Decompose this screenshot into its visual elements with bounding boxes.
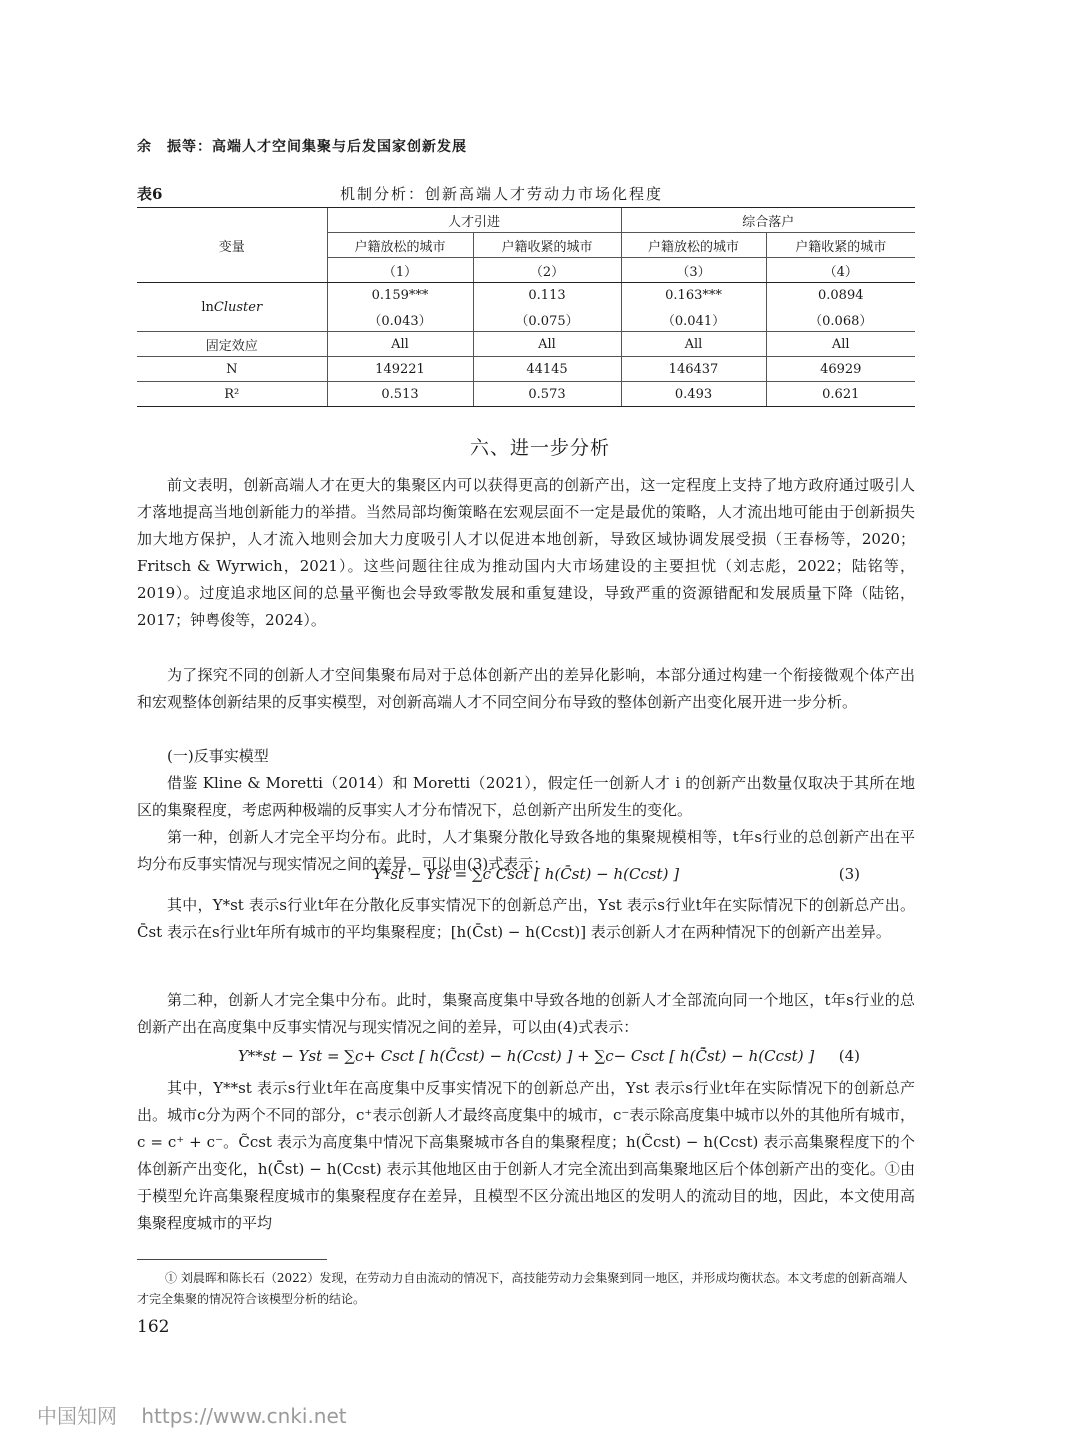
running-head: 余 振等：高端人才空间集聚与后发国家创新发展 [137, 139, 467, 155]
coef-cell: 0.113 [473, 283, 621, 308]
coef-cell: 0.163*** [621, 283, 766, 308]
row-label-fe: 固定效应 [137, 332, 327, 357]
sub-header: 户籍收紧的城市 [766, 233, 915, 258]
equation-4-body: Y**st − Yst = ∑c+ Csct [ h(C̃cst) − h(Ccst) ] + ∑c− Csct [ h(C̃̄st) − h(Ccst) ] [237, 1047, 815, 1065]
watermark-brand: 中国知网 [37, 1404, 117, 1428]
fe-cell: All [473, 332, 621, 357]
lncluster-prefix: ln [201, 299, 214, 315]
equation-3-number: (3) [838, 865, 860, 883]
row-label-n: N [137, 357, 327, 382]
group-header-talent-intro: 人才引进 [327, 208, 621, 233]
coef-cell: 0.159*** [327, 283, 473, 308]
subsection-heading: (一)反事实模型 [167, 747, 269, 765]
col-num: （2） [473, 258, 621, 283]
fe-cell: All [621, 332, 766, 357]
lncluster-italic: Cluster [213, 299, 263, 315]
r2-cell: 0.573 [473, 382, 621, 407]
table-caption: 机制分析：创新高端人才劳动力市场化程度 [340, 185, 664, 203]
equation-4-number: (4) [838, 1047, 860, 1065]
cnki-watermark [37, 1400, 365, 1429]
paragraph-3: 借鉴 Kline & Moretti（2014）和 Moretti（2021），假定任一创新人才 i 的创新产出数量仅取决于其所在地区的集聚程度，考虑两种极端的反事实人才分布情况下，总创新产出所发生的变化。 [137, 774, 915, 819]
n-cell: 46929 [766, 357, 915, 382]
regression-table [137, 207, 915, 407]
row-label-r2: R² [137, 382, 327, 407]
row-label-lncluster [137, 283, 327, 332]
paragraph-6: 第二种，创新人才完全集中分布。此时，集聚高度集中导致各地的创新人才全部流向同一个地区，t年s行业的总创新产出在高度集中反事实情况与现实情况之间的差异，可以由(4)式表示： [137, 991, 915, 1036]
se-cell: （0.041） [621, 307, 766, 332]
fe-cell: All [766, 332, 915, 357]
se-cell: （0.043） [327, 307, 473, 332]
paragraph-2: 为了探究不同的创新人才空间集聚布局对于总体创新产出的差异化影响，本部分通过构建一个衔接微观个体产出和宏观整体创新结果的反事实模型，对创新高端人才不同空间分布导致的整体创新产出变化展开进一步分析。 [137, 666, 915, 711]
sub-header: 户籍收紧的城市 [473, 233, 621, 258]
col-num: （1） [327, 258, 473, 283]
paragraph-5: 其中，Y*st 表示s行业t年在分散化反事实情况下的创新总产出，Yst 表示s行业t年在实际情况下的创新总产出。C̄st 表示在s行业t年所有城市的平均集聚程度；[h(C̄st) − h(Ccst)] 表示创新人才在两种情况下的创新产出差异。 [137, 896, 915, 941]
paragraph-7: 其中，Y**st 表示s行业t年在高度集中反事实情况下的创新总产出，Yst 表示s行业t年在实际情况下的创新总产出。城市c分为两个不同的部分，c⁺表示创新人才最终高度集中的城市，c⁻表示除高度集中城市以外的其他所有城市，c = c⁺ + c⁻。C̃cst 表示为高度集中情况下高集聚城市各自的集聚程度；h(C̃cst) − h(Ccst) 表示高集聚程度下的个体创新产出变化，h(C̃̄st) − h(Ccst) 表示其他地区由于创新人才完全流出到高集聚地区后个体创新产出的变化。①由于模型允许高集聚程度城市的集聚程度存在差异，且模型不区分流出地区的发明人的流动目的地，因此，本文使用高集聚程度城市的平均 [137, 1079, 915, 1232]
paragraph-4: 第一种，创新人才完全平均分布。此时，人才集聚分散化导致各地的集聚规模相等，t年s行业的总创新产出在平均分布反事实情况与现实情况之间的差异，可以由(3)式表示： [137, 828, 915, 873]
fe-cell: All [327, 332, 473, 357]
se-cell: （0.075） [473, 307, 621, 332]
se-cell: （0.068） [766, 307, 915, 332]
paragraph-1: 前文表明，创新高端人才在更大的集聚区内可以获得更高的创新产出，这一定程度上支持了地方政府通过吸引人才落地提高当地创新能力的举措。当然局部均衡策略在宏观层面不一定是最优的策略，人才流出地可能由于创新损失加大地方保护，人才流入地则会加大力度吸引人才以促进本地创新，导致区域协调发展受损（王春杨等，2020；Fritsch & Wyrwich，2021）。这些问题往往成为推动国内大市场建设的主要担忧（刘志彪，2022；陆铭等，2019）。过度追求地区间的总量平衡也会导致零散发展和重复建设，导致严重的资源错配和发展质量下降（陆铭，2017；钟粤俊等，2024）。 [137, 476, 915, 629]
equation-3-body: Y*st − Yst = ∑c Csct [ h(C̄st) − h(Ccst) ] [372, 865, 680, 883]
equation-4 [137, 1047, 915, 1065]
footnote-rule [137, 1259, 327, 1260]
sub-header: 户籍放松的城市 [621, 233, 766, 258]
coef-cell: 0.0894 [766, 283, 915, 308]
watermark-url: https://www.cnki.net [141, 1404, 347, 1428]
r2-cell: 0.513 [327, 382, 473, 407]
r2-cell: 0.621 [766, 382, 915, 407]
n-cell: 146437 [621, 357, 766, 382]
n-cell: 149221 [327, 357, 473, 382]
footnote: ① 刘晨晖和陈长石（2022）发现，在劳动力自由流动的情况下，高技能劳动力会集聚到同一地区，并形成均衡状态。本文考虑的创新高端人才完全集聚的情况符合该模型分析的结论。 [137, 1271, 908, 1306]
section-title: 六、进一步分析 [469, 437, 610, 459]
col-num: （3） [621, 258, 766, 283]
n-cell: 44145 [473, 357, 621, 382]
group-header-settlement: 综合落户 [621, 208, 915, 233]
equation-3 [137, 865, 915, 883]
col-num: （4） [766, 258, 915, 283]
sub-header: 户籍放松的城市 [327, 233, 473, 258]
table-label: 表6 [137, 185, 163, 203]
page-number: 162 [137, 1317, 170, 1337]
r2-cell: 0.493 [621, 382, 766, 407]
var-header: 变量 [137, 208, 327, 283]
